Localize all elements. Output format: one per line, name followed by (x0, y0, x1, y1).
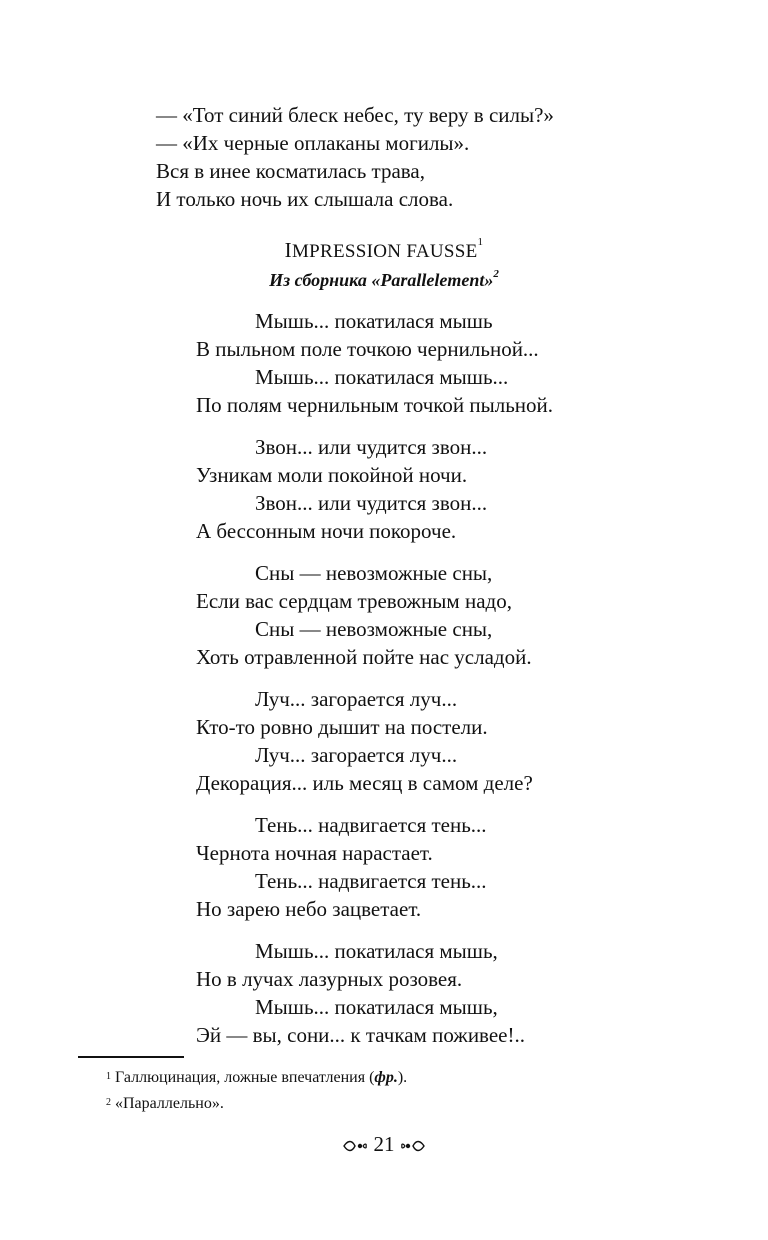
footnote-divider (78, 1056, 184, 1058)
poem-line: Тень... надвигается тень... (255, 869, 487, 893)
poem-line: По полям чернильным точкой пыльной. (196, 393, 554, 417)
poem-line: Кто-то ровно дышит на постели. (196, 715, 488, 739)
page-number-block (0, 1132, 768, 1157)
footnote-text: «Параллельно». (115, 1095, 224, 1112)
poem-line: Мышь... покатилася мышь, (255, 995, 498, 1019)
poem-line: А бессонным ночи покороче. (196, 519, 457, 543)
footnote-number: 1 (106, 1071, 111, 1082)
poem-line: Луч... загорается луч... (255, 687, 458, 711)
poem-line: Мышь... покатилася мышь... (255, 365, 509, 389)
footnote-marker: 1 (477, 236, 484, 248)
poem-line: Сны — невозможные сны, (255, 561, 493, 585)
poem-line: В пыльном поле точкою чернильной... (196, 337, 539, 361)
footnote-text-end: ). (397, 1069, 408, 1086)
previous-poem-line: Вся в инее косматилась трава, (156, 159, 426, 183)
footnote-language: фр. (374, 1069, 398, 1086)
poem-line: Звон... или чудится звон... (255, 435, 488, 459)
poem-line: Декорация... иль месяц в самом деле? (196, 771, 533, 795)
previous-poem-line: — «Тот синий блеск небес, ту веру в силы?» (156, 103, 554, 127)
poem-line: Эй — вы, сони... к тачкам поживее!.. (196, 1023, 525, 1047)
poem-line: Сны — невозможные сны, (255, 617, 493, 641)
poem-line: Но в лучах лазурных розовея. (196, 967, 463, 991)
poem-line: Луч... загорается луч... (255, 743, 458, 767)
poem-subtitle (0, 270, 768, 291)
poem-title-initial: I (284, 238, 292, 262)
poem-line: Хоть отравленной пойте нас усладой. (196, 645, 532, 669)
poem-line: Чернота ночная нарастает. (196, 841, 433, 865)
poem-title (0, 238, 768, 263)
poem-line: Мышь... покатилася мышь (255, 309, 493, 333)
footnote-number: 2 (106, 1097, 111, 1108)
previous-poem-line: — «Их черные оплаканы могилы». (156, 131, 470, 155)
poem-line: Тень... надвигается тень... (255, 813, 487, 837)
poem-line: Но зарею небо зацветает. (196, 897, 422, 921)
poem-line: Если вас сердцам тревожным надо, (196, 589, 512, 613)
poem-subtitle-text: Из сборника «Parallelement» (269, 270, 494, 290)
footnote (106, 1094, 224, 1114)
footnote (106, 1068, 407, 1088)
poem-line: Звон... или чудится звон... (255, 491, 488, 515)
fleuron-icon (400, 1137, 426, 1155)
fleuron-icon (342, 1137, 368, 1155)
footnote-marker: 2 (493, 268, 499, 280)
poem-title-rest: MPRESSION FAUSSE (291, 241, 478, 262)
footnote-text: Галлюцинация, ложные впечатления ( (115, 1069, 375, 1086)
page-number: 21 (373, 1132, 395, 1156)
poem-line: Мышь... покатилася мышь, (255, 939, 498, 963)
previous-poem-line: И только ночь их слышала слова. (156, 187, 454, 211)
poem-line: Узникам моли покойной ночи. (196, 463, 468, 487)
